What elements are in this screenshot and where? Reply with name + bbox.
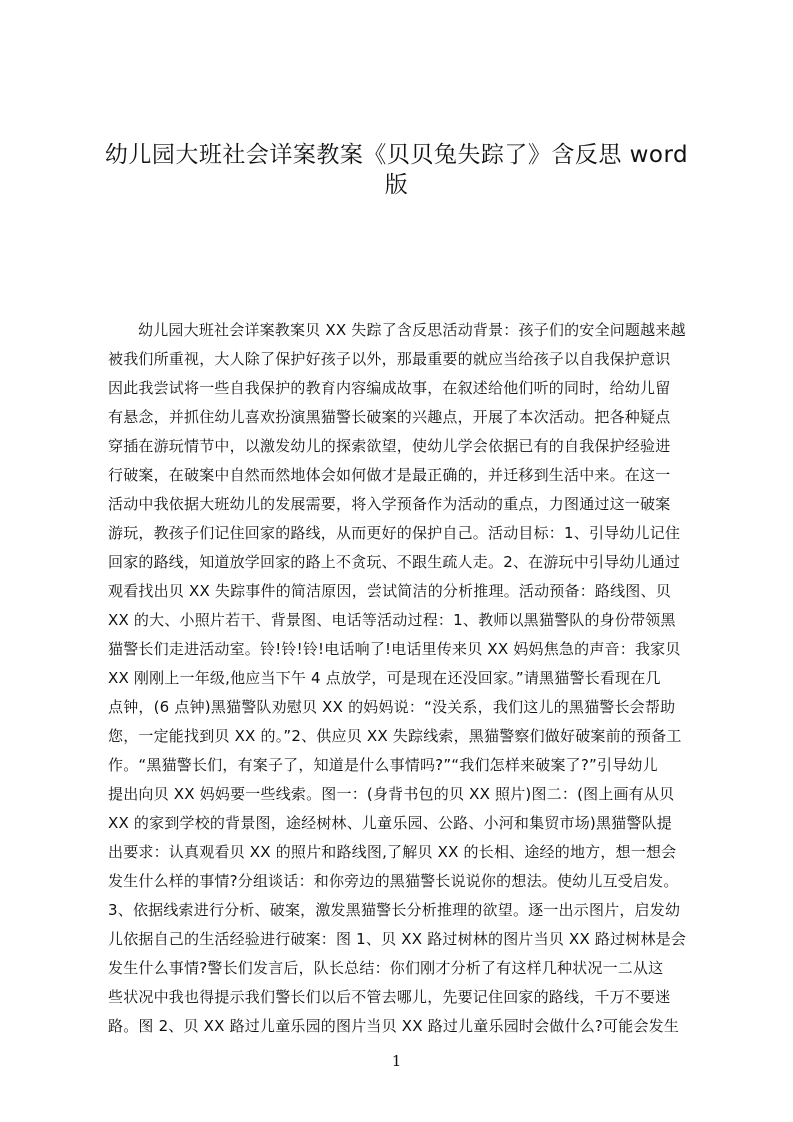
body-line: 路。图 2、贝 XX 路过儿童乐园的图片当贝 XX 路过儿童乐园时会做什么?可能会发生 [108, 1017, 680, 1035]
body-line: 些状况中我也得提示我们警长们以后不管去哪儿，先要记住回家的路线，千万不要迷 [108, 988, 671, 1006]
body-line: 观看找出贝 XX 失踪事件的简洁原因，尝试简洁的分析推理。活动预备：路线图、贝 [108, 582, 671, 600]
body-line: 回家的路线，知道放学回家的路上不贪玩、不跟生疏人走。2、在游玩中引导幼儿通过 [108, 553, 681, 571]
title-line-2: 版 [384, 172, 409, 198]
body-line: 被我们所重视，大人除了保护好孩子以外，那最重要的就应当给孩子以自我保护意识 [108, 350, 671, 368]
body-line: 提出向贝 XX 妈妈要一些线索。图一：(身背书包的贝 XX 照片)图二：(图上画有从贝 [108, 785, 675, 803]
body-text [108, 316, 700, 1036]
body-line: 游玩，教孩子们记住回家的路线，从而更好的保护自己。活动目标：1、引导幼儿记住 [108, 524, 681, 542]
body-line: 点钟，(6 点钟)黑猫警队劝慰贝 XX 的妈妈说：“没关系，我们这儿的黑猫警长会帮助 [108, 698, 676, 716]
body-line: 行破案，在破案中自然而然地体会如何做才是最正确的，并迁移到生活中来。在这一 [108, 466, 671, 484]
body-line: 猫警长们走进活动室。铃!铃!铃!电话响了!电话里传来贝 XX 妈妈焦急的声音：我家贝 [108, 640, 681, 658]
body-line: 活动中我依据大班幼儿的发展需要，将入学预备作为活动的重点，力图通过这一破案 [108, 495, 671, 513]
body-line: 儿依据自己的生活经验进行破案：图 1、贝 XX 路过树林的图片当贝 XX 路过树林是会 [108, 930, 687, 948]
body-line: 出要求：认真观看贝 XX 的照片和路线图,了解贝 XX 的长相、途经的地方，想一想会 [108, 843, 677, 861]
body-line: 发生什么事情?警长们发言后，队长总结：你们刚才分析了有这样几种状况一二从这 [108, 959, 664, 977]
body-line: 作。“黑猫警长们，有案子了，知道是什么事情吗?”“我们怎样来破案了?”引导幼儿 [108, 756, 658, 774]
body-line: XX 的大、小照片若干、背景图、电话等活动过程：1、教师以黑猫警队的身份带领黑 [108, 611, 676, 629]
body-line: 发生什么样的事情?分组谈话：和你旁边的黑猫警长说说你的想法。使幼儿互受启发。 [108, 872, 679, 890]
document-title [90, 140, 703, 200]
body-line: 您，一定能找到贝 XX 的。”2、供应贝 XX 失踪线索，黑猫警察们做好破案前的预备工 [108, 727, 682, 745]
body-line: 有悬念，并抓住幼儿喜欢扮演黑猫警长破案的兴趣点，开展了本次活动。把各种疑点 [108, 408, 671, 426]
body-line: XX 刚刚上一年级,他应当下午 4 点放学，可是现在还没回家。”请黑猫警长看现在几 [108, 669, 661, 687]
body-line: 因此我尝试将一些自我保护的教育内容编成故事，在叙述给他们听的同时，给幼儿留 [108, 379, 671, 397]
body-line: 3、依据线索进行分析、破案，激发黑猫警长分析推理的欲望。逐一出示图片，启发幼 [108, 901, 681, 919]
page-number: 1 [391, 1052, 402, 1070]
body-line: 穿插在游玩情节中，以激发幼儿的探索欲望，使幼儿学会依据已有的自我保护经验进 [108, 437, 671, 455]
body-line: 幼儿园大班社会详案教案贝 XX 失踪了含反思活动背景：孩子们的安全问题越来越 [138, 321, 686, 339]
body-line: XX 的家到学校的背景图，途经树林、儿童乐园、公路、小河和集贸市场)黑猫警队提 [108, 814, 672, 832]
title-line-1: 幼儿园大班社会详案教案《贝贝兔失踪了》含反思 word [104, 142, 689, 168]
